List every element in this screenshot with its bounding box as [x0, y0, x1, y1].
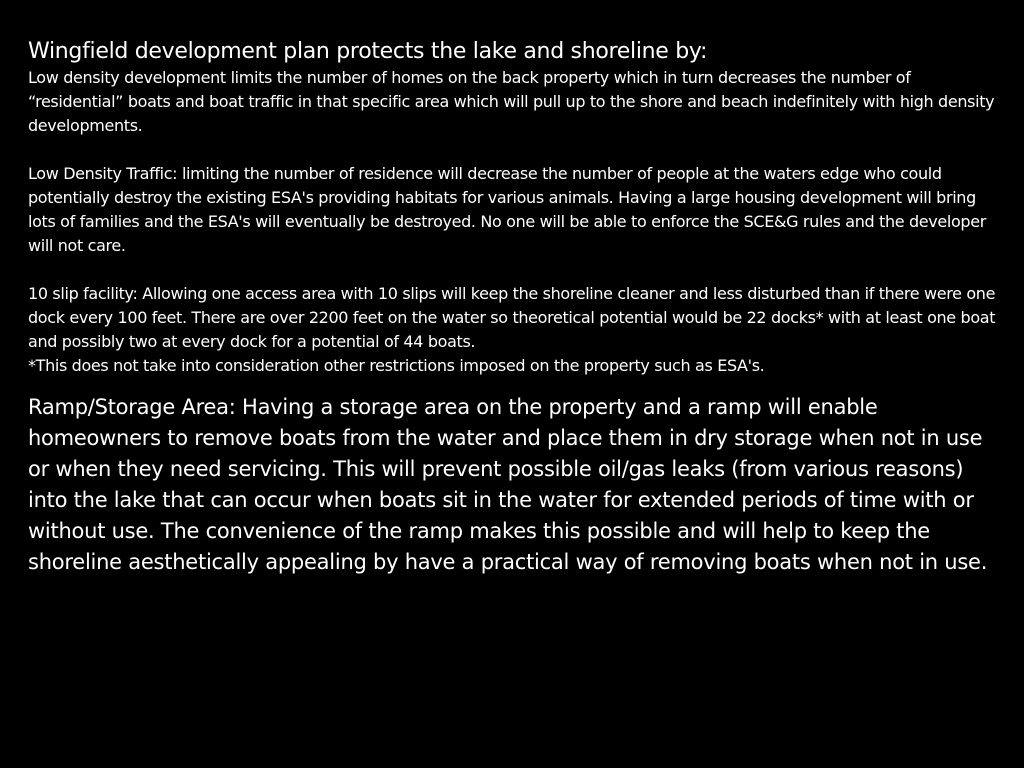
spacer: [28, 138, 1004, 162]
paragraph-ramp-storage-area: Ramp/Storage Area: Having a storage area on the property and a ramp will enable homeowners to remove boats from the water and place them in dry storage when not in use or when they need servicing. This will prevent possible oil/gas leaks (from various reasons) into the lake that can occur when boats sit in the water for extended periods of time with or without use. The convenience of the ramp makes this possible and will help to keep the shoreline aesthetically appealing by have a practical way of removing boats when not in use.: [28, 395, 988, 574]
spacer: [28, 378, 1004, 392]
paragraph-low-density-development: Low density development limits the number of homes on the back property which in turn decreases the number of “residential” boats and boat traffic in that specific area which will pull up to the shore and beach indefinitely with high density developments.: [28, 68, 995, 135]
slide-heading: Wingfield development plan protects the lake and shoreline by:: [28, 39, 708, 64]
paragraph-low-density-traffic: Low Density Traffic: limiting the number of residence will decrease the number of people at the waters edge who could potentially destroy the existing ESA's providing habitats for various animals. Having a large housing development will bring lots of families and the ESA's will eventually be destroyed. No one will be able to enforce the SCE&G rules and the developer will not care.: [28, 164, 986, 255]
paragraph-10-slip-facility: 10 slip facility: Allowing one access area with 10 slips will keep the shoreline cleaner and less disturbed than if there were one dock every 100 feet. There are over 2200 feet on the water so theoretical potential would be 22 docks* with at least one boat and possibly two at every dock for a potential of 44 boats.: [28, 284, 996, 351]
spacer: [28, 258, 1004, 282]
footnote: *This does not take into consideration other restrictions imposed on the property such as ESA's.: [28, 356, 765, 375]
